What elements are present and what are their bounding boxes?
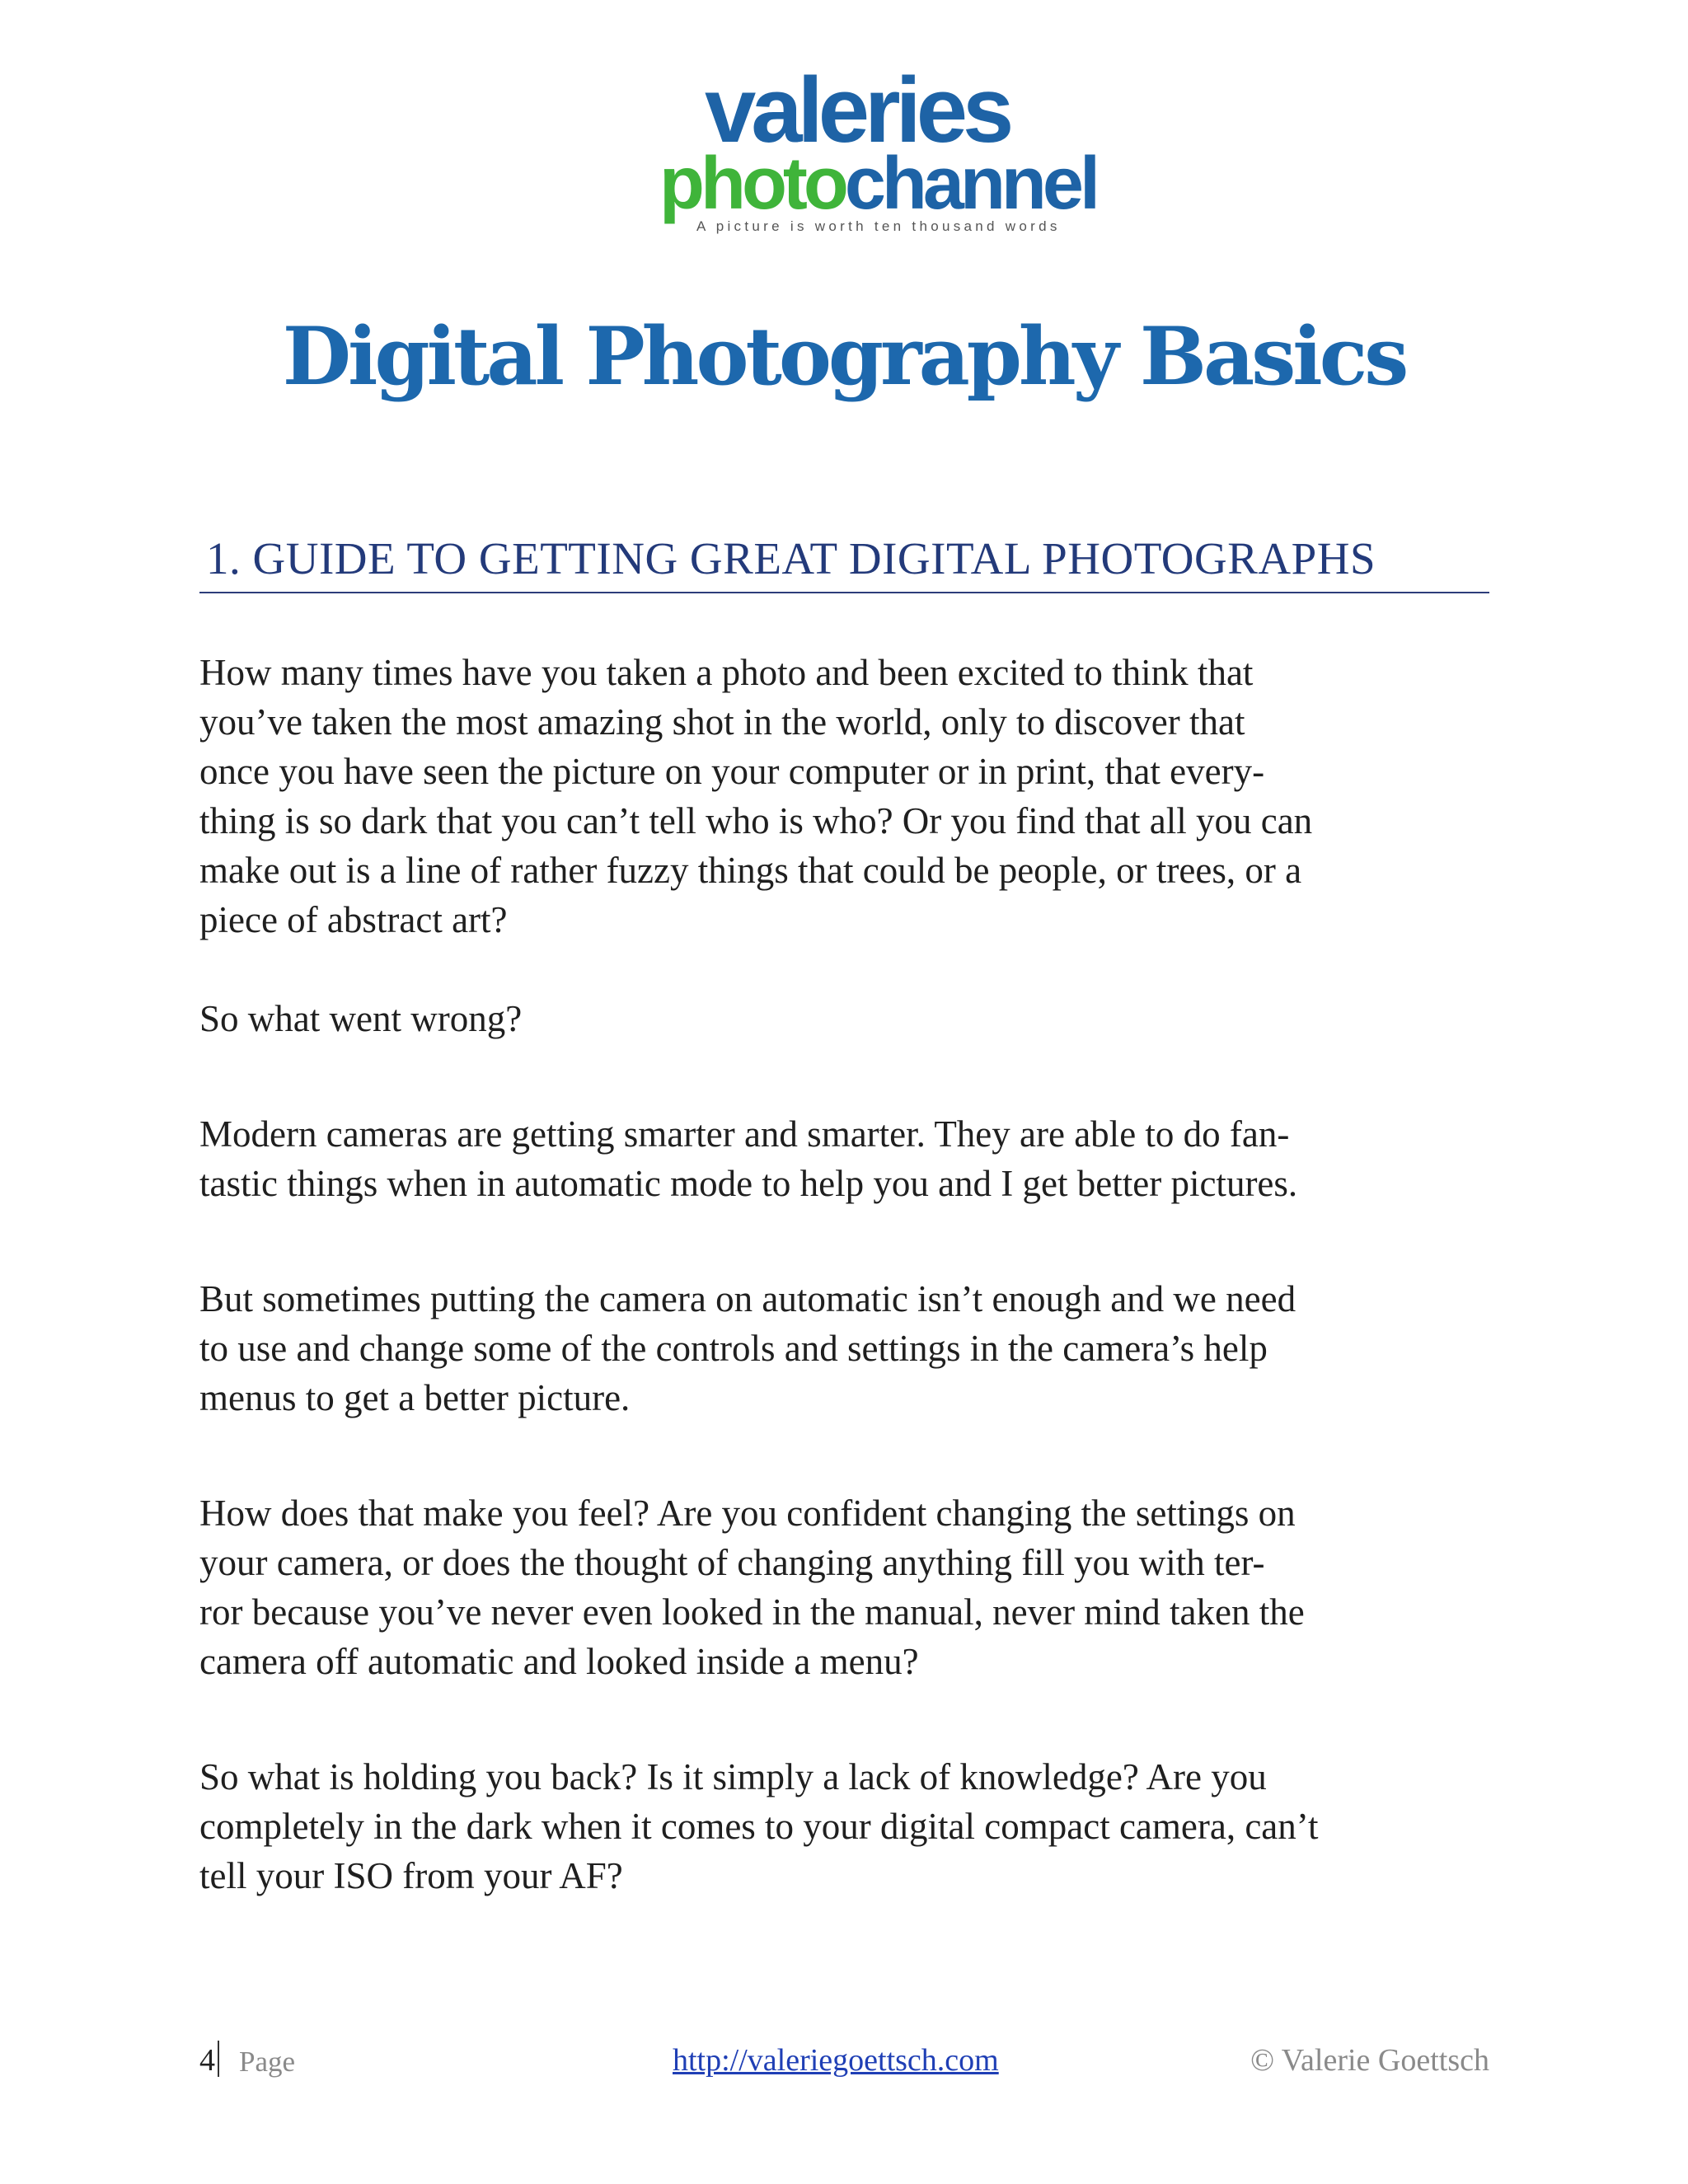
section-heading — [199, 527, 1489, 593]
paragraph-line: make out is a line of rather fuzzy things that could be people, or trees, or a — [199, 850, 1302, 891]
paragraph-line: thing is so dark that you can’t tell who is who? Or you find that all you can — [199, 800, 1313, 841]
paragraph-line: completely in the dark when it comes to your digital compact camera, can’t — [199, 1806, 1319, 1847]
paragraph-line: piece of abstract art? — [199, 899, 508, 940]
paragraph-line: How does that make you feel? Are you confident changing the settings on — [199, 1493, 1296, 1534]
paragraph-automatic — [199, 1274, 1502, 1422]
paragraph-line: So what is holding you back? Is it simply a lack of knowledge? Are you — [199, 1756, 1267, 1797]
paragraph-line: But sometimes putting the camera on automatic isn’t enough and we need — [199, 1278, 1296, 1319]
logo-word-photochannel — [659, 143, 1096, 225]
page-number-divider — [218, 2041, 219, 2077]
paragraph-holding-back — [199, 1752, 1502, 1900]
brand-logo — [659, 59, 1096, 237]
paragraph-line: menus to get a better picture. — [199, 1377, 631, 1418]
paragraph-modern-cameras — [199, 1109, 1502, 1208]
page-label: Page — [239, 2046, 296, 2078]
copyright-notice: © Valerie Goettsch — [1250, 2043, 1489, 2078]
paragraph-line: So what went wrong? — [199, 998, 523, 1039]
paragraph-what-went-wrong — [199, 994, 1502, 1043]
document-title: Digital Photography Basics — [282, 310, 1406, 403]
section-heading-text: 1. GUIDE TO GETTING GREAT DIGITAL PHOTOGRAPHS — [206, 533, 1376, 583]
paragraph-line: once you have seen the picture on your computer or in print, that every- — [199, 751, 1265, 792]
paragraph-line: ror because you’ve never even looked in the manual, never mind taken the — [199, 1591, 1305, 1633]
paragraph-line: tell your ISO from your AF? — [199, 1855, 623, 1896]
paragraph-feelings — [199, 1488, 1502, 1686]
paragraph-intro — [199, 648, 1502, 944]
paragraph-line: to use and change some of the controls and settings in the camera’s help — [199, 1328, 1268, 1369]
website-link[interactable]: http://valeriegoettsch.com — [673, 2043, 999, 2078]
paragraph-line: How many times have you taken a photo and been excited to think that — [199, 652, 1254, 693]
logo-word-channel: channel — [844, 143, 1096, 225]
paragraph-line: Modern cameras are getting smarter and smarter. They are able to do fan- — [199, 1113, 1290, 1155]
paragraph-line: camera off automatic and looked inside a menu? — [199, 1641, 919, 1682]
paragraph-line: you’ve taken the most amazing shot in the world, only to discover that — [199, 701, 1245, 743]
logo-word-valeries: valeries — [705, 59, 1010, 162]
paragraph-line: tastic things when in automatic mode to help you and I get better pictures. — [199, 1163, 1298, 1204]
logo-word-photo: photo — [659, 143, 845, 225]
paragraph-line: your camera, or does the thought of changing anything fill you with ter- — [199, 1542, 1265, 1583]
logo-tagline: A picture is worth ten thousand words — [696, 218, 1061, 234]
page-footer — [199, 2042, 1489, 2083]
body-text — [199, 648, 1502, 1900]
page-number: 4 — [199, 2043, 215, 2078]
